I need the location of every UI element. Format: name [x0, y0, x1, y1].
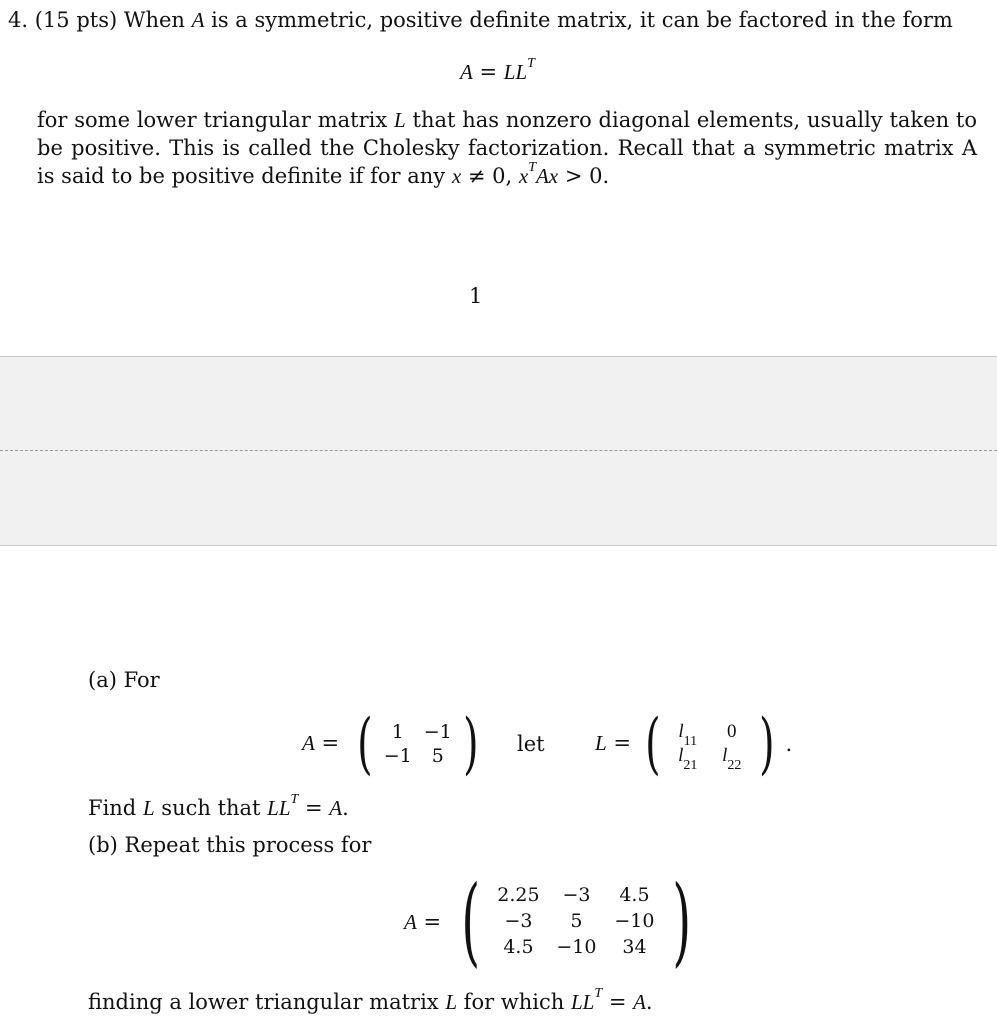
matrix-cell: 4.5: [503, 936, 534, 958]
page-break-dashed-line: [0, 450, 997, 451]
part-b-closing: finding a lower triangular matrix L for which $LL^T = A$.: [88, 986, 653, 1014]
part-b-label: (b) Repeat this process for: [88, 833, 372, 857]
header-text-start: When: [123, 8, 185, 32]
display-equation: $A = LL^T$: [460, 56, 535, 84]
part-a-matrix-A: ( 1 −1 −1 5 ): [357, 705, 479, 782]
problem-header: [8, 6, 953, 34]
paragraph-text-1: for some lower triangular matrix: [37, 108, 388, 132]
matrix-cell: 0: [727, 721, 737, 742]
intro-paragraph: for some lower triangular matrix L that has nonzero diagonal elements, usually taken to be positive. This is called the Cholesky factorization. Recall that a symmetric matrix A is said to be positive definite if for any x ≠ 0, $x^TAx > 0$.: [37, 108, 977, 188]
matrix-cell: −10: [556, 936, 597, 958]
matrix-cell: −1: [423, 721, 452, 743]
matrix-cell: 5: [570, 910, 583, 932]
matrix-cell: 1: [391, 721, 404, 743]
part-a-A-equals: A =: [302, 731, 340, 755]
paragraph-text-2: that has nonzero diagonal elements, usually taken to be positive. This is called the Cholesky factorization. Recall that a symmetric matrix A is said to be positive definite if for any: [37, 108, 977, 188]
matrix-cell: 34: [622, 936, 647, 958]
matrix-cell: −1: [383, 745, 412, 767]
header-text-end: is a symmetric, positive definite matrix, it can be factored in the form: [211, 8, 953, 32]
matrix-cell-l22: $l_{22}$: [722, 745, 742, 773]
matrix-cell: −3: [562, 884, 591, 906]
header-var-A: A: [191, 8, 205, 32]
problem-number: 4.: [8, 8, 29, 32]
page-break-band: [0, 356, 997, 546]
part-a-matrix-L: ( $l_{11}$ 0 $l_{21}$ $l_{22}$ ) .: [645, 705, 793, 782]
part-b-matrix-A: ( 2.25 −3 4.5 −3 5 −10 4.5 −10 34 ): [461, 865, 692, 977]
part-b-A-equals: A =: [404, 910, 442, 934]
page-number: 1: [469, 284, 483, 308]
matrix-cell: −10: [614, 910, 655, 932]
matrix-cell: 5: [431, 745, 444, 767]
part-a-label: (a) For: [88, 668, 160, 692]
paragraph-var-L: L: [394, 108, 406, 132]
problem-points: (15 pts): [34, 8, 118, 32]
matrix-cell: −3: [504, 910, 533, 932]
part-a-find: Find L such that $LL^T = A$.: [88, 792, 349, 820]
matrix-cell-l11: $l_{11}$: [678, 721, 698, 749]
matrix-cell: 4.5: [619, 884, 650, 906]
part-a-L-equals: L =: [595, 731, 631, 755]
matrix-cell-l21: $l_{21}$: [678, 745, 698, 773]
positive-definite-condition: x: [451, 164, 462, 188]
matrix-cell: 2.25: [497, 884, 540, 906]
let-text: let: [517, 732, 545, 756]
